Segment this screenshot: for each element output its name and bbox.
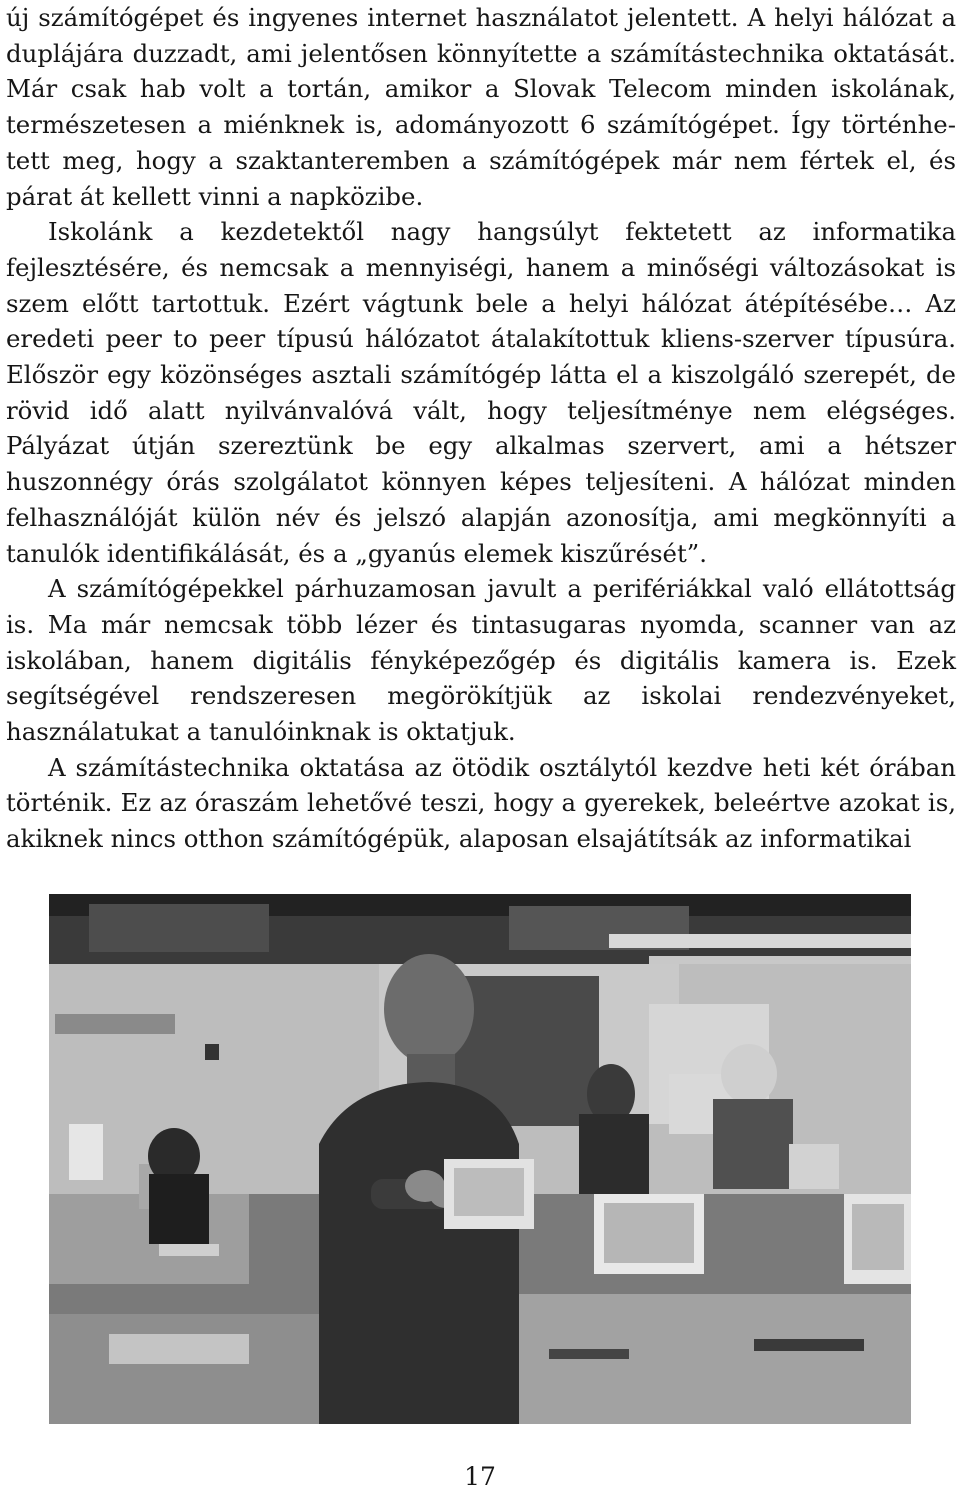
body-text xyxy=(6,0,956,857)
classroom-photo xyxy=(49,894,911,1424)
paragraph-1: új számítógépet és ingyenes internet használatot jelentett. A helyi hálózat a duplájára duzzadt, ami jelentősen könnyítette a számítástechnika oktatását. Már csak hab volt a tortán, amikor a Slovak Telecom minden iskolának, természetesen a miénknek is, adományozott 6 számítógépet. Így történhetett meg, hogy a szaktanteremben a számítógépek már nem fértek el, és párat át kellett vinni a napközibe. xyxy=(6,3,956,211)
paragraph-2: Iskolánk a kezdetektől nagy hangsúlyt fektetett az informatika fejlesztésére, és nemcsak a mennyiségi, hanem a minőségi változásokat is szem előtt tartottuk. Ezért vágtunk bele a helyi hálózat átépítésébe… Az eredeti peer to peer típusú hálózatot átalakítottuk kliens-szerver típusúra. Először egy közönséges asztali számítógép látta el a kiszolgáló szerepét, de rövid idő alatt nyilvánvalóvá vált, hogy teljesítménye nem elégséges. Pályázat útján szereztünk be egy alkalmas szervert, ami a hétszer huszonnégy órás szolgálatot könnyen képes teljesíteni. A hálózat minden felhasználóját külön név és jelszó alapján azonosítja, ami megkönnyíti a tanulók identifikálását, és a „gyanús elemek kiszűrését”. xyxy=(6,217,956,568)
page-number: 17 xyxy=(464,1462,496,1491)
paragraph-3: A számítógépekkel párhuzamosan javult a perifériákkal való ellátottság is. Ma már nemcsak több lézer és tintasugaras nyomda, scanner van az iskolában, hanem digitális fényképezőgép és digitális kamera is. Ezek segítségével rendszeresen megörökítjük az iskolai rendezvényeket, használatukat a tanulóinknak is oktatjuk. xyxy=(6,574,956,747)
paragraph-4: A számítástechnika oktatása az ötödik osztálytól kezdve heti két órában történik. Ez az óraszám lehetővé teszi, hogy a gyerekek, beleértve azokat is, akiknek nincs otthon számítógépük, alaposan elsajátítsák az informatikai xyxy=(6,752,956,854)
